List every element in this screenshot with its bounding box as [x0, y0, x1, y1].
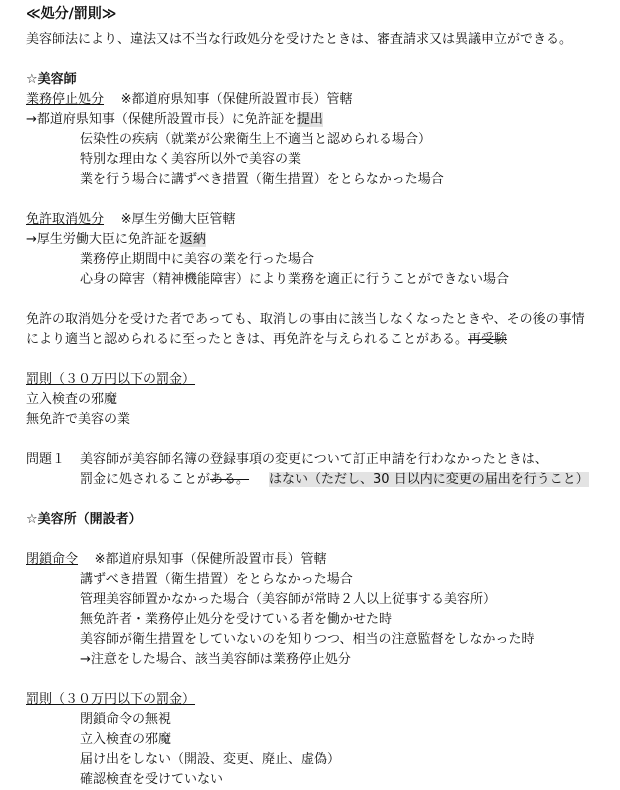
revocation-label: 免許取消処分 [26, 212, 105, 227]
question-row-1 [26, 450, 612, 470]
closure-title-row [26, 550, 612, 570]
biyoshi-penalty-item: 立入検査の邪魔 [26, 392, 118, 407]
salon-penalty-item: 確認検査を受けていない [80, 772, 224, 787]
revocation-lead-highlight: 返納 [179, 232, 206, 247]
relicense-struck-text: 再受験 [468, 332, 508, 347]
biyoshi-penalty-item: 無免許で美容の業 [26, 412, 131, 427]
relicense-line-1: 免許の取消処分を受けた者であっても、取消しの事由に該当しなくなったときや、その後の事情 [26, 312, 585, 327]
salon-penalty-title [26, 690, 612, 710]
question-row-2 [26, 470, 612, 490]
section-heading-salon: ☆美容所（開設者） [26, 512, 142, 527]
page-title: ≪処分/罰則≫ [26, 6, 117, 22]
salon-penalty-label: 罰則（３０万円以下の罰金） [26, 692, 196, 707]
intro-text: 美容師法により、違法又は不当な行政処分を受けたときは、審査請求又は異議申立ができる。 [26, 32, 573, 47]
suspension-label: 業務停止処分 [26, 92, 105, 107]
revocation-item: 業務停止期間中に美容の業を行った場合 [80, 252, 315, 267]
revocation-authority: ※厚生労働大臣管轄 [120, 212, 236, 227]
suspension-lead-highlight: 提出 [296, 112, 323, 127]
question-label: 問題１ [26, 452, 66, 467]
question-struck-text: ある。 [210, 472, 250, 487]
document-page [26, 4, 612, 790]
salon-penalty-item: 立入検査の邪魔 [80, 732, 172, 747]
closure-authority: ※都道府県知事（保健所設置市長）管轄 [94, 552, 327, 567]
question-line-1: 美容師が美容師名簿の登録事項の変更について訂正申請を行わなかったときは、 [80, 452, 548, 467]
biyoshi-penalty-title [26, 370, 612, 390]
section-heading-biyoshi: ☆美容師 [26, 72, 77, 87]
revocation-lead [26, 230, 612, 250]
salon-penalty-item: 閉鎖命令の無視 [80, 712, 172, 727]
suspension-item: 業を行う場合に講ずべき措置（衛生措置）をとらなかった場合 [80, 172, 444, 187]
question-line-2-text: 罰金に処されることが [80, 472, 211, 487]
suspension-lead-text: →都道府県知事（保健所設置市長）に免許証を [26, 112, 297, 127]
salon-penalty-item: 届け出をしない（開設、変更、廃止、虚偽） [80, 752, 341, 767]
closure-item: 美容師が衛生措置をしていないのを知りつつ、相当の注意監督をしなかった時 [80, 632, 535, 647]
relicense-line-2 [26, 330, 612, 350]
suspension-lead [26, 110, 612, 130]
closure-label: 閉鎖命令 [26, 552, 79, 567]
closure-item: 講ずべき措置（衛生措置）をとらなかった場合 [80, 572, 353, 587]
suspension-item: 特別な理由なく美容所以外で美容の業 [80, 152, 302, 167]
suspension-item: 伝染性の疾病（就業が公衆衛生上不適当と認められる場合） [80, 132, 432, 147]
biyoshi-penalty-label: 罰則（３０万円以下の罰金） [26, 372, 196, 387]
revocation-title-row [26, 210, 612, 230]
closure-item: →注意をした場合、該当美容師は業務停止処分 [80, 652, 351, 667]
closure-item: 無免許者・業務停止処分を受けている者を働かせた時 [80, 612, 393, 627]
suspension-authority: ※都道府県知事（保健所設置市長）管轄 [120, 92, 353, 107]
revocation-lead-text: →厚生労働大臣に免許証を [26, 232, 180, 247]
suspension-title-row [26, 90, 612, 110]
relicense-line-2-text: により適当と認められるに至ったときは、再免許を与えられることがある。 [26, 332, 469, 347]
revocation-item: 心身の障害（精神機能障害）により業務を適正に行うことができない場合 [80, 272, 510, 287]
question-answer-highlight: はない（ただし、30 日以内に変更の届出を行うこと） [269, 472, 589, 487]
closure-item: 管理美容師置かなかった場合（美容師が常時２人以上従事する美容所） [80, 592, 497, 607]
